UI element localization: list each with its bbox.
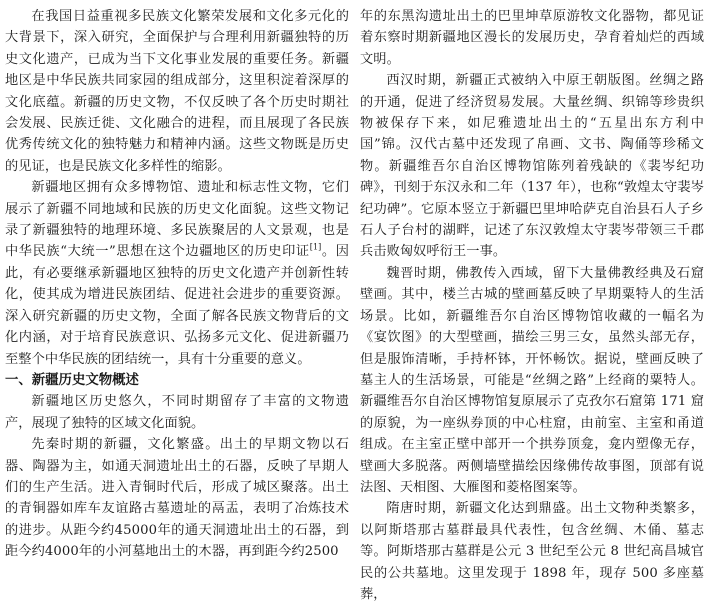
paragraph-pre-qin-continued: 年的东黑沟遗址出土的巴里坤草原游牧文化器物，都见证着东察时期新疆地区漫长的发展历史，孕育着灿烂的西域文明。 <box>360 9 704 67</box>
paragraph-overview: 新疆地区历史悠久，不同时期留存了丰富的文物遗产，展现了独特的区域文化面貌。 <box>5 394 349 431</box>
paragraph-museums-text-b: 。因此，有必要继承新疆地区独特的历史文化遗产并创新性转化，使其成为增进民族团结、促进社会进步的重要资源。深入研究新疆的历史文物，全面了解各民族文物背后的文化内涵，对于培育民族意识、弘扬多元文化、促进新疆乃至整个中华民族的团结统一，具有十分重要的意义。 <box>5 244 349 367</box>
footnote-reference[interactable]: [1] <box>309 243 322 253</box>
section-heading: 一、新疆历史文物概述 <box>5 372 139 388</box>
paragraph-sui-tang: 隋唐时期，新疆文化达到鼎盛。出土文物种类繁多，以阿斯塔那古墓群最具代表性，包含丝绸、木俑、墓志等。阿斯塔那古墓群是公元 3 世纪至公元 8 世纪高昌城官民的公共墓地。这里发现于 1898 年，现存 500 多座墓葬， <box>360 501 704 602</box>
left-column <box>5 6 349 559</box>
paragraph-museums <box>5 177 349 370</box>
paragraph-intro: 在我国日益重视多民族文化繁荣发展和文化多元化的大背景下，深入研究，全面保护与合理利用新疆独特的历史文化遗产，已成为当下文化事业发展的重要任务。新疆地区是中华民族共同家园的组成部分，这里积淀着深厚的文化底蕴。新疆的历史文物，不仅反映了各个历史时期社会发展、民族迁徙、文化融合的进程，而且展现了各民族优秀传统文化的独特魅力和精神内涵。这些文物既是历史的见证，也是民族文化多样性的缩影。 <box>5 9 349 174</box>
paragraph-western-han: 西汉时期，新疆正式被纳入中原王朝版图。丝绸之路的开通，促进了经济贸易发展。大量丝绸、织锦等珍贵织物被保存下来，如尼雅遗址出土的“五星出东方利中国”锦。汉代古墓中还发现了帛画、文书、陶俑等珍稀文物。新疆维吾尔自治区博物馆陈列着残缺的《裴岑纪功碑》，刊刻于东汉永和二年（137 年），也称“敦煌太守裴岑纪功碑”。它原本竖立于新疆巴里坤哈萨克自治县石人子乡石人子台村的湖畔，记述了东汉敦煌太守裴岑带领三千郡兵击败匈奴呼衍王一事。 <box>360 73 704 260</box>
right-column <box>360 6 704 602</box>
paragraph-pre-qin: 先秦时期的新疆，文化繁盛。出土的早期文物以石器、陶器为主，如通天洞遗址出土的石器，反映了早期人们的生产生活。进入青铜时代后，形成了城区聚落。出土的青铜器如库车友谊路古墓遗址的鬲盂，表明了冶炼技术的进步。从距今约45000年的通天洞遗址出土的石器，到距今约4000年的小河墓地出土的木器，再到距今约2500 <box>5 437 349 560</box>
paragraph-museums-text-a: 新疆地区拥有众多博物馆、遗址和标志性文物，它们展示了新疆不同地域和民族的历史文化面貌。这些文物记录了新疆独特的地理环境、多民族聚居的人文景观，也是中华民族“大统一”思想在这个边疆地区的历史印证 <box>5 180 349 260</box>
paragraph-wei-jin: 魏晋时期，佛教传入西域，留下大量佛教经典及石窟壁画。其中，楼兰古城的壁画墓反映了早期粟特人的生活场景。比如，新疆维吾尔自治区博物馆收藏的一幅名为《宴饮图》的大型壁画，描绘三男三女，虽然头部无存，但是服饰清晰，手持杯钵，开怀畅饮。据说，壁画反映了墓主人的生活场景，可能是“丝绸之路”上经商的粟特人。新疆维吾尔自治区博物馆复原展示了克孜尔石窟第 171 窟的原貌，为一座纵券顶的中心柱窟，由前室、主室和甬道组成。在主室正壁中部开一个拱券顶龛，龛内塑像无存，壁画大多脱落。两侧墙壁描绘因缘佛传故事图，顶部有说法图、天相图、大雁图和菱格图案等。 <box>360 265 704 495</box>
